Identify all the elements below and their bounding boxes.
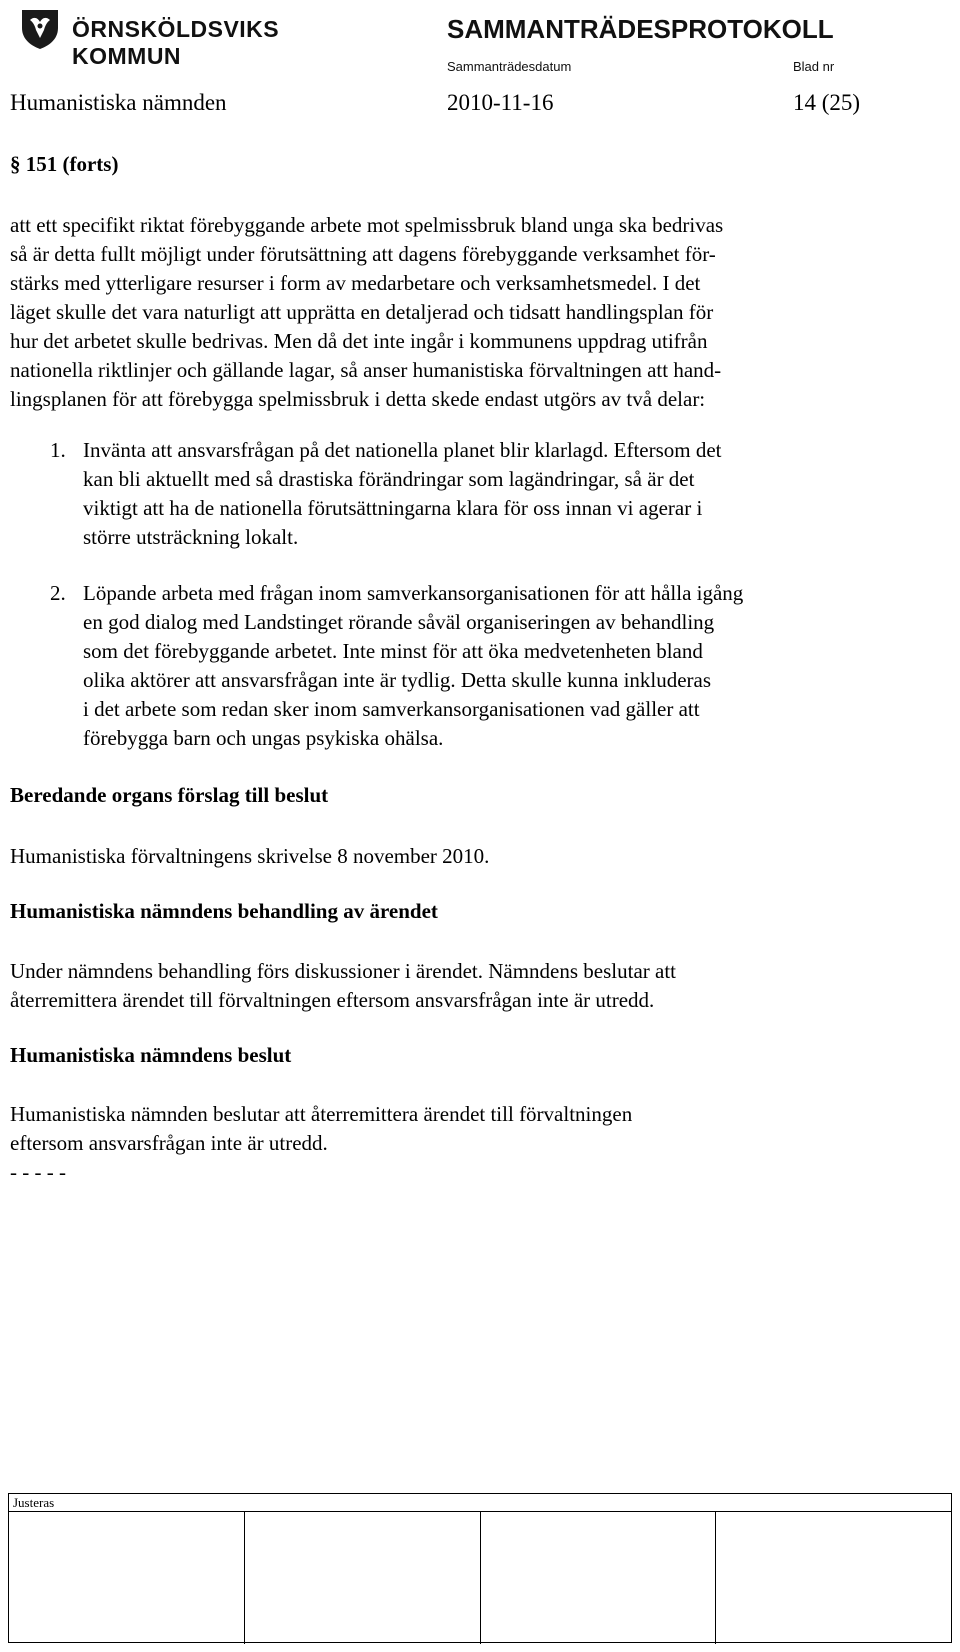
text-line: i det arbete som redan sker inom samverkansorganisationen vad gäller att: [83, 697, 700, 721]
section-text: [10, 1100, 910, 1187]
meeting-date: 2010-11-16: [447, 90, 554, 115]
section-heading: Humanistiska nämndens beslut: [10, 1043, 292, 1067]
section-text: [10, 842, 910, 871]
text-line: läget skulle det vara naturligt att upprätta en detaljerad och tidsatt handlingsplan för: [10, 300, 714, 324]
text-line: en god dialog med Landstinget rörande såväl organiseringen av behandling: [83, 610, 715, 634]
closing-dashes: - - - - -: [10, 1160, 66, 1184]
text-line: förebygga barn och ungas psykiska ohälsa.: [83, 726, 444, 750]
text-line: eftersom ansvarsfrågan inte är utredd.: [10, 1131, 328, 1155]
text-line: kan bli aktuellt med så drastiska förändringar som lagändringar, så är det: [83, 467, 695, 491]
list-number: 1.: [50, 438, 66, 462]
document-title: SAMMANTRÄDESPROTOKOLL: [447, 14, 834, 44]
text-line: Humanistiska förvaltningens skrivelse 8 november 2010.: [10, 844, 490, 868]
signature-cell: [245, 1512, 481, 1644]
signature-cells: [9, 1511, 951, 1644]
text-line: olika aktörer att ansvarsfrågan inte är tydlig. Detta skulle kunna inkluderas: [83, 668, 712, 692]
list-item-text: [83, 436, 923, 552]
paragraph-heading: § 151 (forts): [10, 152, 119, 176]
logo-text: ÖRNSKÖLDSVIKS KOMMUN: [72, 16, 280, 69]
text-line: hur det arbetet skulle bedrivas. Men då det inte ingår i kommunens uppdrag utifrån: [10, 329, 708, 353]
municipality-logo: [20, 6, 340, 69]
section-heading: Beredande organs förslag till beslut: [10, 783, 329, 807]
page-number: 14 (25): [793, 90, 861, 115]
text-line: Under nämndens behandling förs diskussioner i ärendet. Nämndens beslutar att: [10, 959, 677, 983]
text-line: som det förebyggande arbetet. Inte minst för att öka medvetenheten bland: [83, 639, 703, 663]
text-line: lingsplanen för att förebygga spelmissbruk i detta skede endast utgörs av två delar:: [10, 387, 706, 411]
text-line: större utsträckning lokalt.: [83, 525, 299, 549]
signature-cell: [9, 1512, 245, 1644]
intro-paragraph: [10, 211, 900, 414]
list-item-text: [83, 579, 923, 753]
text-line: att ett specifikt riktat förebyggande arbete mot spelmissbruk bland unga ska bedrivas: [10, 213, 724, 237]
committee-name: Humanistiska nämnden: [10, 90, 227, 115]
signature-box: [8, 1493, 952, 1643]
text-line: återremittera ärendet till förvaltningen eftersom ansvarsfrågan inte är utredd.: [10, 988, 655, 1012]
text-line: stärks med ytterligare resurser i form av medarbetare och verksamhetsmedel. I det: [10, 271, 701, 295]
signature-cell: [481, 1512, 717, 1644]
signature-cell: [716, 1512, 951, 1644]
list-number: 2.: [50, 581, 66, 605]
page-number-label: Blad nr: [793, 59, 835, 74]
text-line: Löpande arbeta med frågan inom samverkansorganisationen för att hålla igång: [83, 581, 744, 605]
text-line: Humanistiska nämnden beslutar att återremittera ärendet till förvaltningen: [10, 1102, 633, 1126]
meeting-date-label: Sammanträdesdatum: [447, 59, 572, 74]
text-line: viktigt att ha de nationella förutsättningarna klara för oss innan vi agerar i: [83, 496, 703, 520]
section-heading: Humanistiska nämndens behandling av ärendet: [10, 899, 438, 923]
text-line: nationella riktlinjer och gällande lagar, så anser humanistiska förvaltningen att hand-: [10, 358, 722, 382]
text-line: så är detta fullt möjligt under förutsättning att dagens förebyggande verksamhet för-: [10, 242, 716, 266]
text-line: Invänta att ansvarsfrågan på det nationella planet blir klarlagd. Eftersom det: [83, 438, 722, 462]
signature-label: Justeras: [13, 1495, 55, 1510]
coat-of-arms-icon: [20, 8, 60, 50]
section-text: [10, 957, 910, 1015]
